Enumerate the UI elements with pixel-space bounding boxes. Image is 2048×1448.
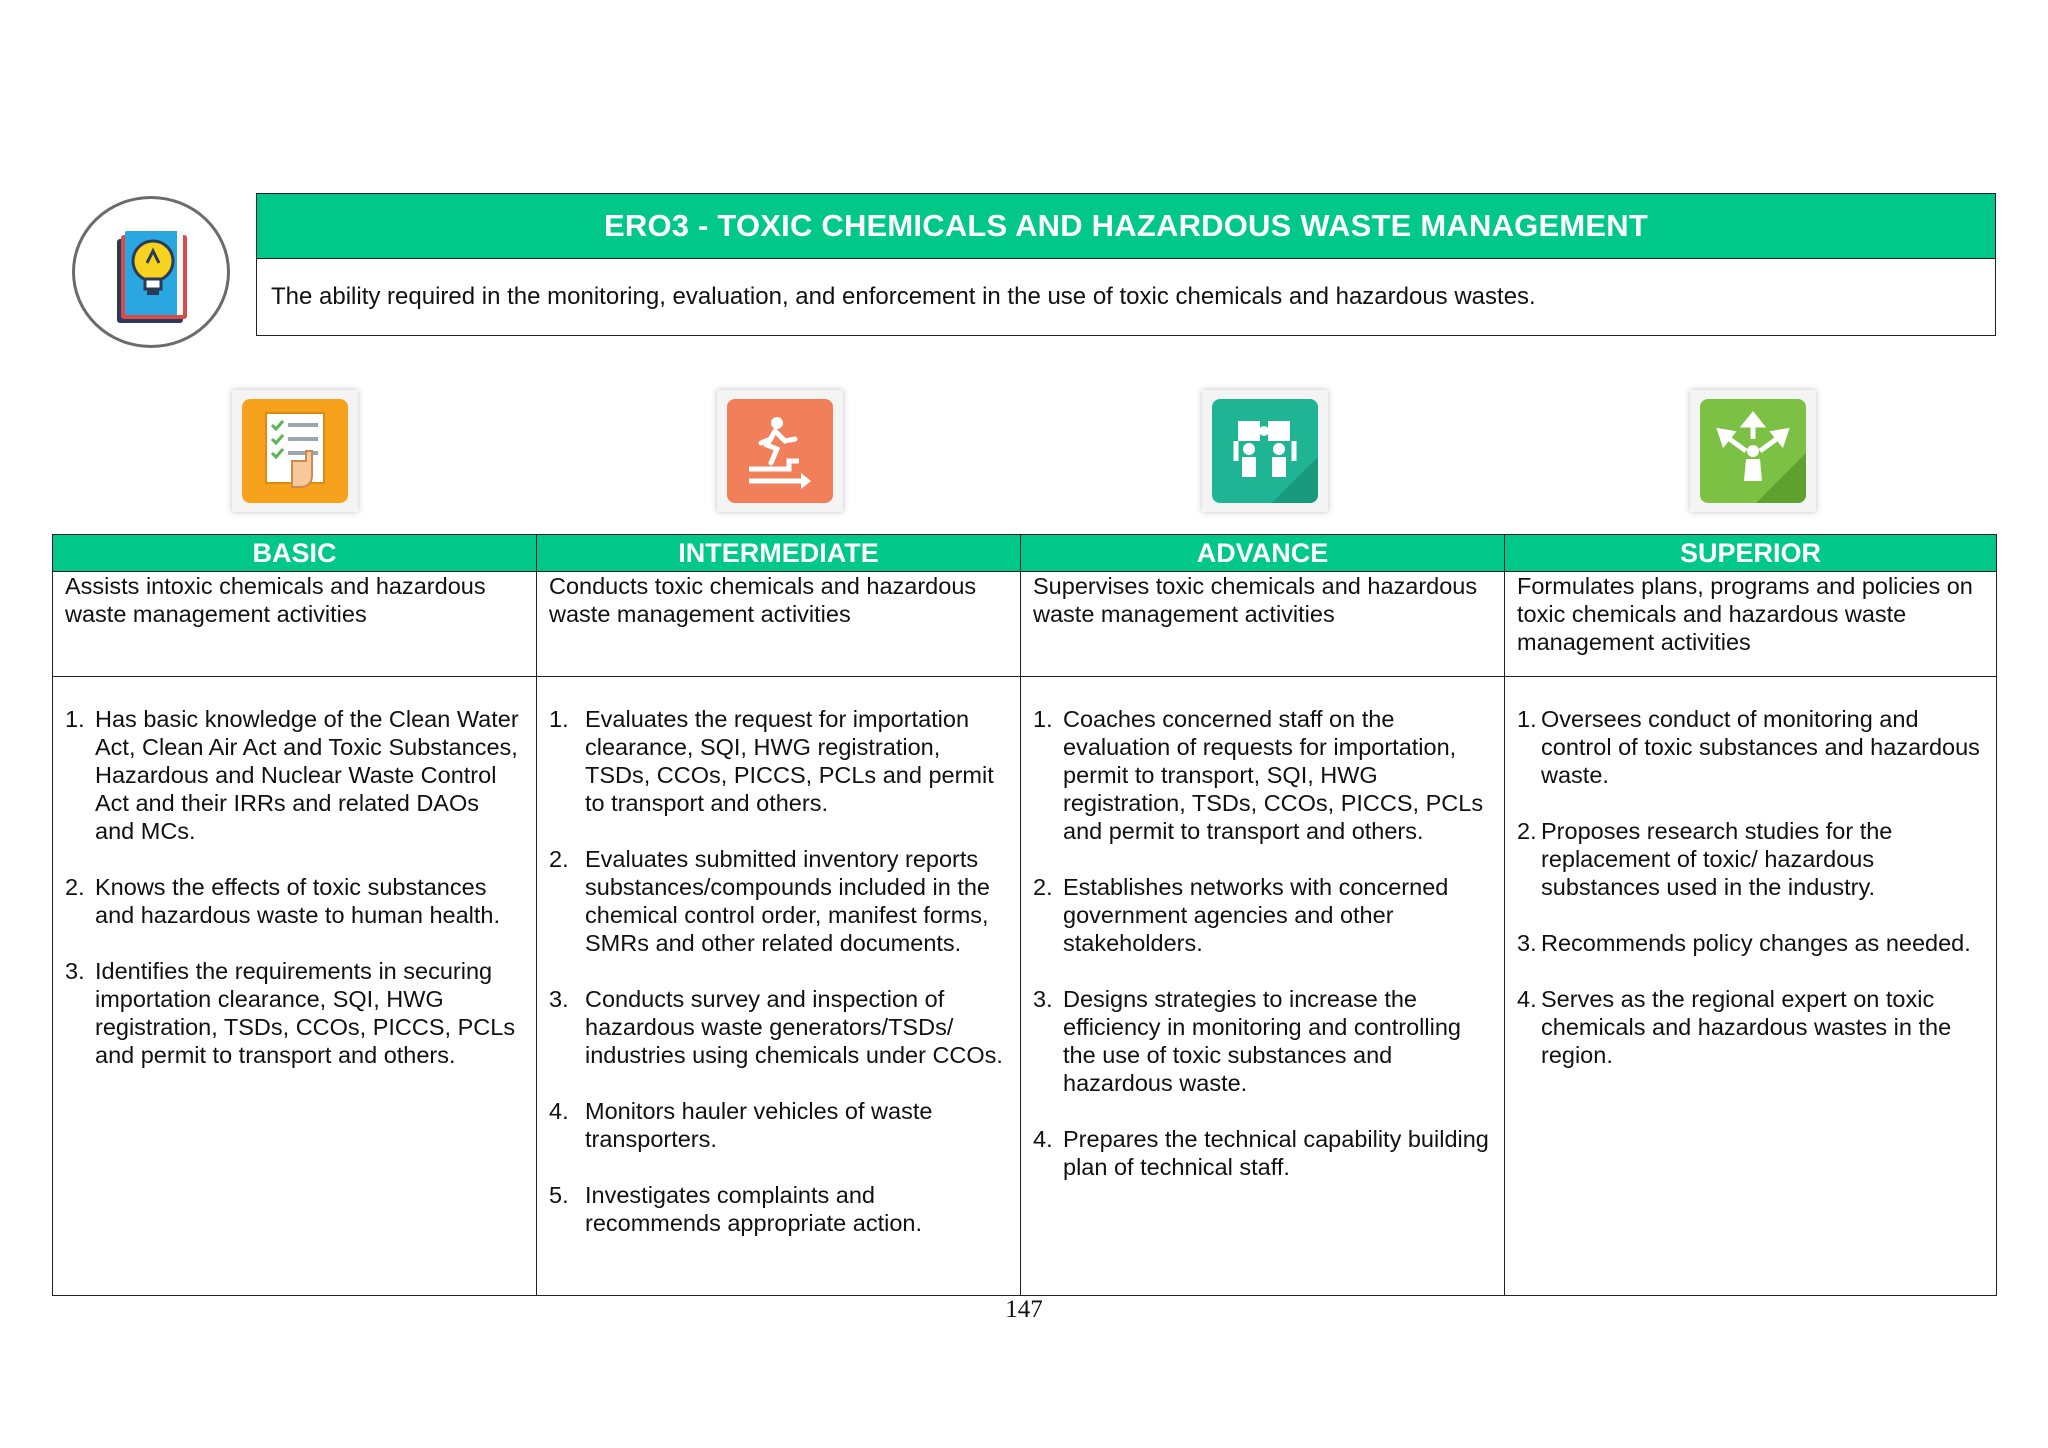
level-indicators-intermediate bbox=[537, 677, 1021, 1296]
level-indicators-advance bbox=[1021, 677, 1505, 1296]
list-item: 3. Identifies the requirements in securing importation clearance, SQI, HWG registration, TSDs, CCOs, PICCS, PCLs and permit to transport and others. bbox=[65, 958, 516, 1068]
list-item: 1. Coaches concerned staff on the evaluation of requests for importation, permit to transport, SQI, HWG registration, TSDs, CCOs, PICCS, PCLs and permit to transport and others. bbox=[1033, 706, 1484, 844]
page-number: 147 bbox=[1005, 1296, 1043, 1323]
list-item: 4. Serves as the regional expert on toxic chemicals and hazardous wastes in the region. bbox=[1517, 986, 1952, 1068]
person-crossroads-arrows-icon bbox=[1690, 390, 1816, 512]
list-item: 3. Conducts survey and inspection of hazardous waste generators/TSDs/ industries using chemicals under CCOs. bbox=[549, 986, 1003, 1068]
list-item: 2. Establishes networks with concerned government agencies and other stakeholders. bbox=[1033, 874, 1449, 956]
competency-title: ERO3 - TOXIC CHEMICALS AND HAZARDOUS WASTE MANAGEMENT bbox=[257, 194, 1995, 259]
checklist-hand-icon bbox=[232, 390, 358, 512]
indicator-list bbox=[1517, 705, 1984, 1069]
lightbulb-book-icon bbox=[72, 196, 230, 348]
level-header-advance: ADVANCE bbox=[1021, 535, 1505, 572]
level-summary-advance: Supervises toxic chemicals and hazardous waste management activities bbox=[1021, 572, 1505, 677]
indicator-list bbox=[65, 705, 524, 1069]
list-item: 1. Evaluates the request for importation clearance, SQI, HWG registration, TSDs, CCOs, PICCS, PCLs and permit to transport and others. bbox=[549, 706, 994, 816]
list-item: 2. Proposes research studies for the replacement of toxic/ hazardous substances used in the industry. bbox=[1517, 818, 1893, 900]
proficiency-levels-table bbox=[52, 534, 1997, 1296]
level-summary-basic: Assists intoxic chemicals and hazardous waste management activities bbox=[53, 572, 537, 677]
level-summary-intermediate: Conducts toxic chemicals and hazardous waste management activities bbox=[537, 572, 1021, 677]
competency-description: The ability required in the monitoring, evaluation, and enforcement in the use of toxic chemicals and hazardous wastes. bbox=[271, 283, 1536, 310]
person-climbing-stairs-icon bbox=[717, 390, 843, 512]
people-puzzle-icon bbox=[1202, 390, 1328, 512]
list-item: 4. Monitors hauler vehicles of waste transporters. bbox=[549, 1098, 933, 1152]
list-item: 3. Designs strategies to increase the efficiency in monitoring and controlling the use of toxic substances and hazardous waste. bbox=[1033, 986, 1461, 1096]
level-indicators-basic bbox=[53, 677, 537, 1296]
competency-title-box bbox=[256, 193, 1996, 336]
indicator-list bbox=[549, 705, 1008, 1237]
list-item: 3. Recommends policy changes as needed. bbox=[1517, 930, 1971, 956]
list-item: 4. Prepares the technical capability building plan of technical staff. bbox=[1033, 1126, 1489, 1180]
level-indicators-superior bbox=[1505, 677, 1997, 1296]
list-item: 1. Has basic knowledge of the Clean Water Act, Clean Air Act and Toxic Substances, Hazardous and Nuclear Waste Control Act and their IRRs and related DAOs and MCs. bbox=[65, 706, 519, 844]
list-item: 1. Oversees conduct of monitoring and control of toxic substances and hazardous waste. bbox=[1517, 706, 1980, 788]
list-item: 5. Investigates complaints and recommends appropriate action. bbox=[549, 1182, 923, 1236]
level-header-basic: BASIC bbox=[53, 535, 537, 572]
list-item: 2. Knows the effects of toxic substances and hazardous waste to human health. bbox=[65, 874, 500, 928]
indicator-list bbox=[1033, 705, 1492, 1181]
list-item: 2. Evaluates submitted inventory reports substances/compounds included in the chemical control order, manifest forms, SMRs and other related documents. bbox=[549, 846, 990, 956]
level-header-intermediate: INTERMEDIATE bbox=[537, 535, 1021, 572]
level-header-superior: SUPERIOR bbox=[1505, 535, 1997, 572]
level-summary-superior: Formulates plans, programs and policies on toxic chemicals and hazardous waste management activities bbox=[1505, 572, 1997, 677]
